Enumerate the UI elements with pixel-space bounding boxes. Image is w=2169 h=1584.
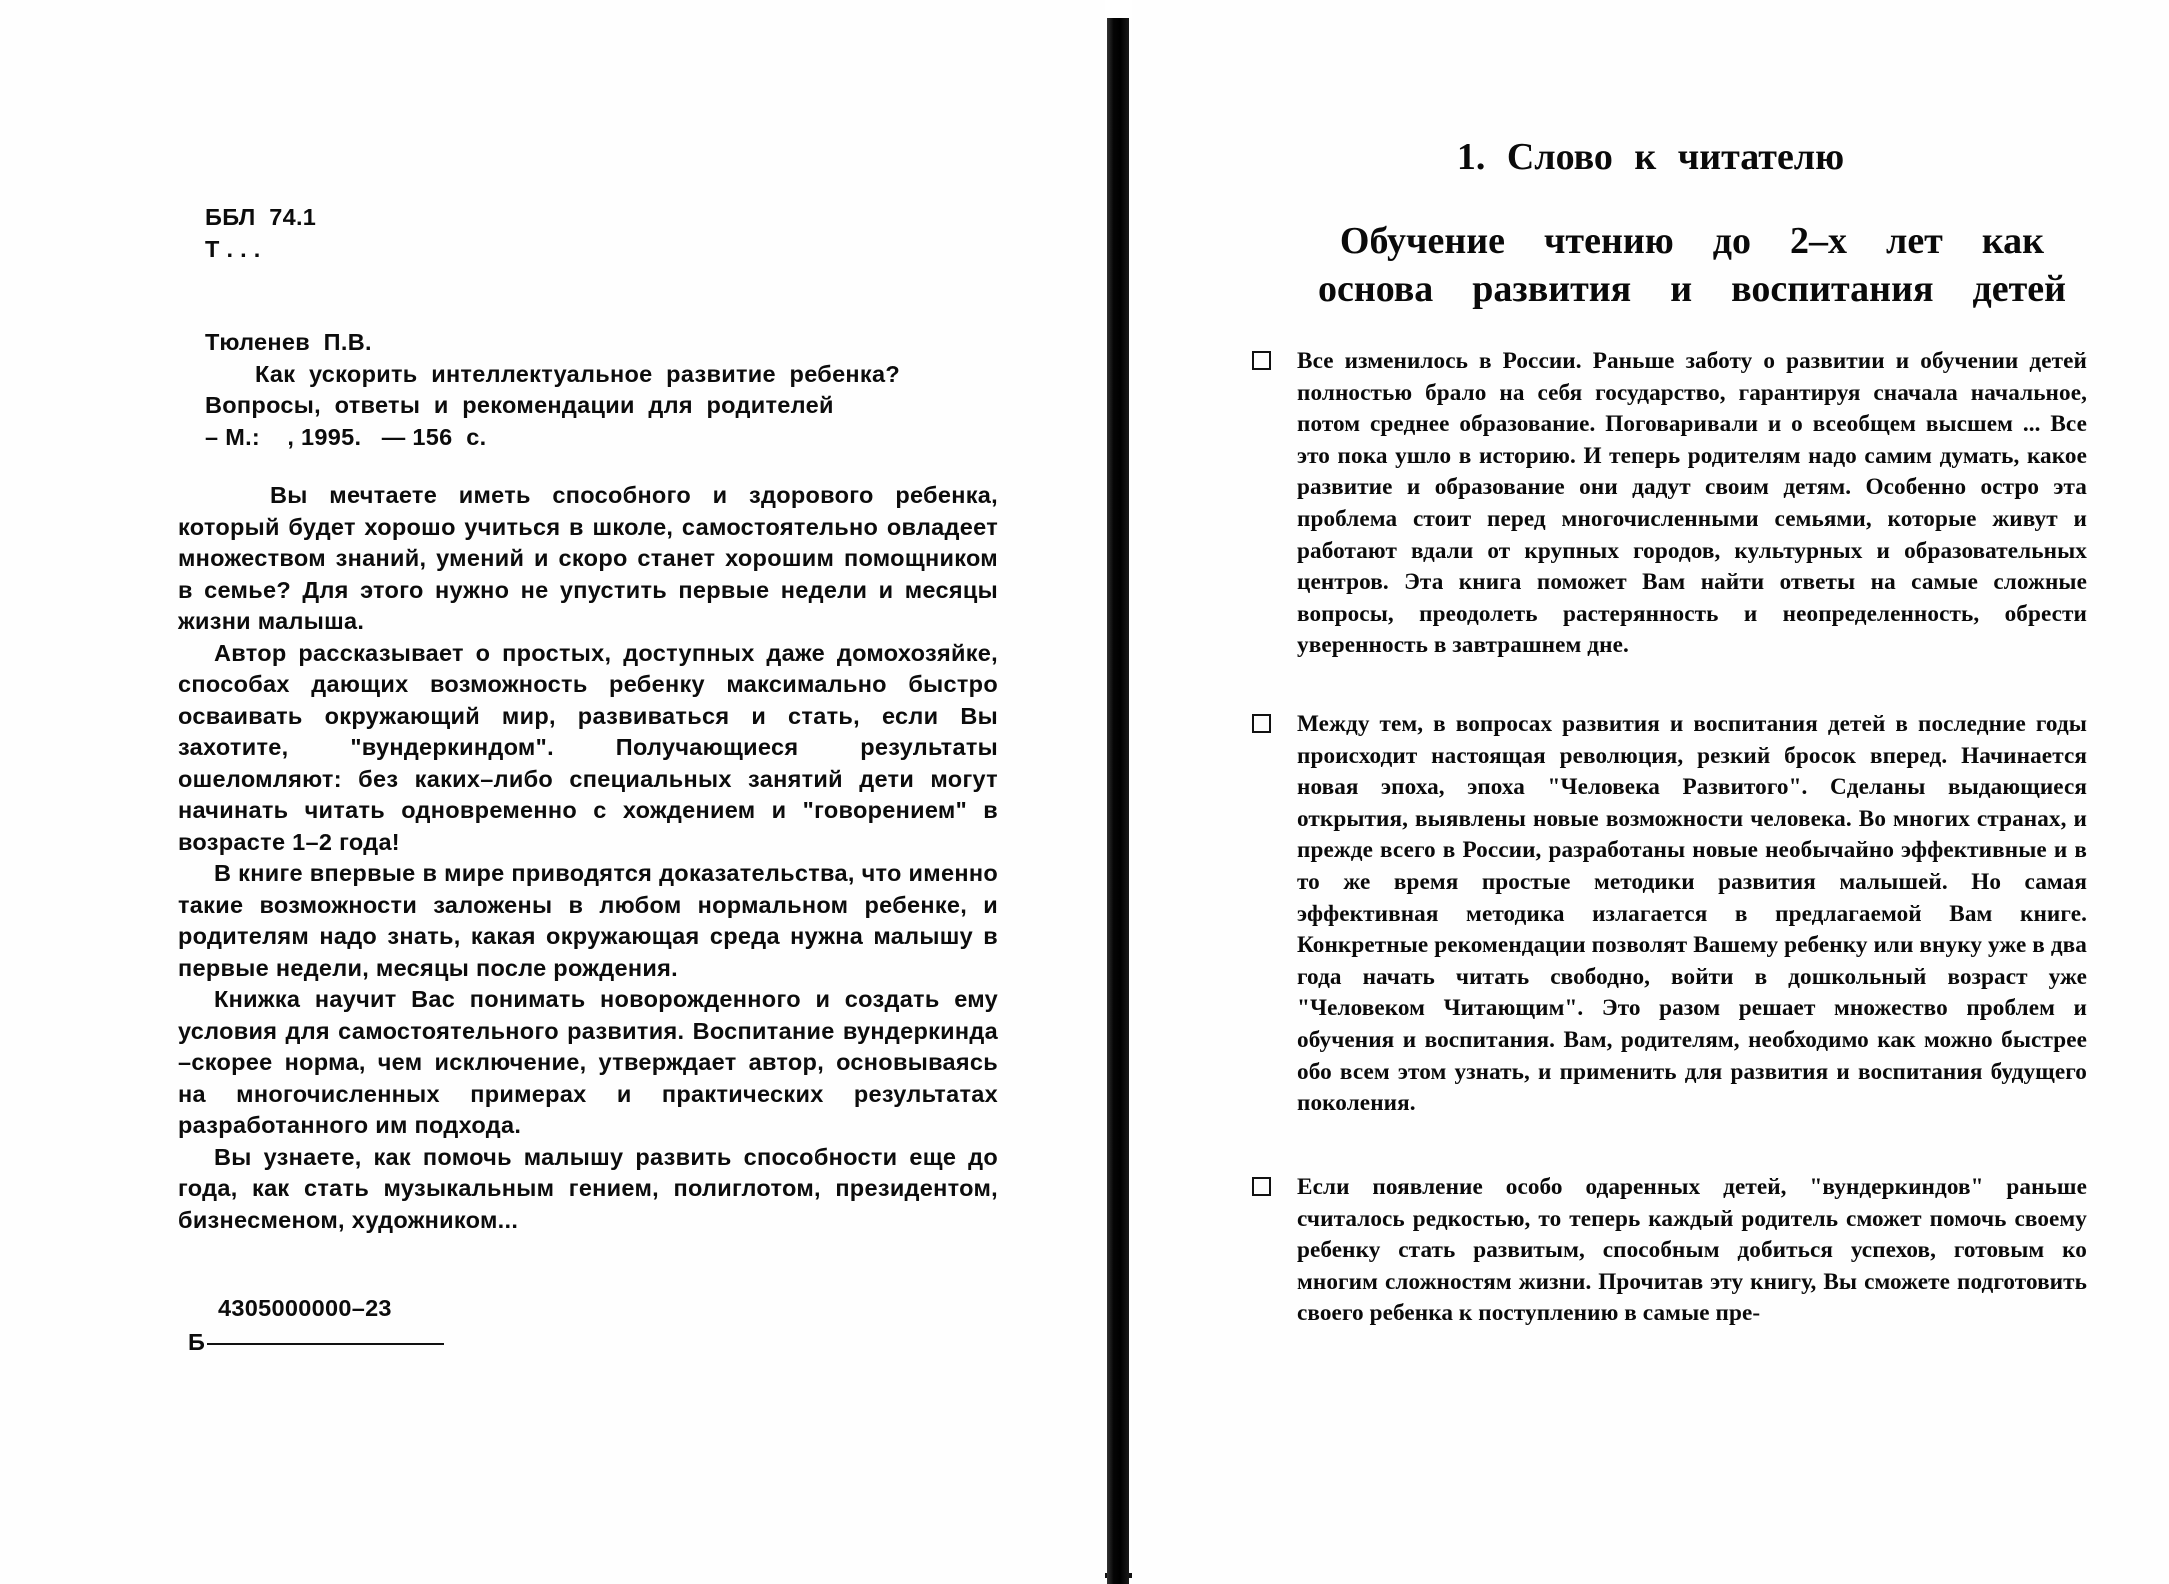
bullet-paragraph <box>1252 1172 2087 1330</box>
square-bullet-icon <box>1252 1177 1271 1196</box>
bullet-paragraph <box>1252 346 2087 662</box>
catalog-number-block <box>188 1293 444 1358</box>
annotation-paragraph: В книге впервые в мире приводятся доказательства, что именно такие возможности заложены в любом нормальном ребенке, и родителям надо знать, какая окружающая среда нужна малышу в первые недели, месяцы после рождения. <box>178 860 998 981</box>
catalog-number: 4305000000–23 <box>218 1295 392 1321</box>
annotation-paragraph: Вы мечтаете иметь способного и здорового ребенка, который будет хорошо учиться в школе, самостоятельно овладеет множеством знаний, умений и скоро станет хорошим помощником в семье? Для этого нужно не упустить первые недели и месяцы жизни малыша. <box>178 482 998 634</box>
square-bullet-icon <box>1252 714 1271 733</box>
catalog-fraction <box>188 1327 444 1359</box>
paragraph-text: Все изменилось в России. Раньше заботу о развитии и обучении детей полностью брало на себя государство, гарантируя сначала начальное, потом среднее образование. Поговаривали и о всеобщем высшем ... Все это пока ушло в историю. И теперь родителям надо самим думать, какое развитие и образование они дадут своим детям. Особенно остро эта проблема стоит перед многочисленными семьями, которые живут и работают вдали от крупных городов, культурных и образовательных центров. Эта книга поможет Вам найти ответы на самые сложные вопросы, преодолеть растерянность и неопределенность, обрести уверенность в завтрашнем дне. <box>1297 348 2087 659</box>
bbk-code: ББЛ 74.1 <box>205 204 317 230</box>
annotation-paragraph: Автор рассказывает о простых, доступных даже домохозяйке, способах дающих возможность ребенку максимально быстро осваивать окружающий мир, развиваться и стать, если Вы захотите, "вундеркиндом". Получающиеся результаты ошеломляют: без каких–либо специальных занятий дети могут начинать читать одновременно с хождением и "говорением" в возрасте 1–2 года! <box>178 639 998 855</box>
annotation-paragraph: Книжка научит Вас понимать новорожденного и создать ему условия для самостоятельного развития. Воспитание вундеркинда –скорее норма, чем исключение, утверждает автор, основываясь на многочисленных примерах и практических результатах разработанного им подхода. <box>178 986 998 1138</box>
square-bullet-icon <box>1252 351 1271 370</box>
book-title: Как ускорить интеллектуальное развитие ребенка? <box>255 360 901 387</box>
fraction-rule <box>207 1343 444 1345</box>
book-author: Тюленев П.В. <box>205 329 372 355</box>
book-subtitle: Вопросы, ответы и рекомендации для родителей <box>205 392 834 418</box>
right-page-chapter <box>1132 0 2169 1584</box>
bibliographic-record <box>205 327 1055 453</box>
catalog-prefix: Б <box>188 1328 206 1355</box>
paragraph-text: Между тем, в вопросах развития и воспитания детей в последние годы происходит настоящая революция, резкий бросок вперед. Начинается новая эпоха, эпоха "Человека Развитого". Сделаны выдающиеся открытия, выявлены новые возможности человека. Во многих странах, и прежде всего в России, разработаны новые необычайно эффективные и в то же время простые методики развития малышей. Но самая эффективная методика излагается в предлагаемой Вам книге. Конкретные рекомендации позволят Вашему ребенку или внуку уже в два года начать читать свободно, войти в дошкольный возраст уже "Человеком Читающим". Это разом решает множество проблем и обучения и воспитания. Вам, родителям, необходимо как можно быстрее обо всем этом узнать, и применить для развития и воспитания будущего поколения. <box>1297 711 2087 1117</box>
author-mark: Т . . . <box>205 235 261 262</box>
book-spine-shadow <box>1107 18 1129 1584</box>
book-imprint: – М.: , 1995. — 156 с. <box>205 423 487 450</box>
paragraph-text: Если появление особо одаренных детей, "вундеркиндов" раньше считалось редкостью, то теперь каждый родитель сможет помочь своему ребенку стать развитым, способным добиться успехов, готовым ко многим сложностям жизни. Прочитав эту книгу, Вы сможете подготовить своего ребенка к поступлению в самые пре- <box>1297 1174 2087 1327</box>
section-heading-line: Обучение чтению до 2–х лет как <box>1339 220 2045 262</box>
bullet-paragraph <box>1252 709 2087 1120</box>
chapter-title: 1. Слово к читателю <box>1456 136 1845 178</box>
section-heading <box>1242 217 2142 313</box>
book-annotation <box>178 480 998 1236</box>
section-heading-line: основа развития и воспитания детей <box>1317 268 2067 310</box>
bbk-classification <box>205 202 316 265</box>
annotation-paragraph: Вы узнаете, как помочь малышу развить способности еще до года, как стать музыкальным гением, полиглотом, президентом, бизнесменом, художником... <box>178 1143 998 1233</box>
